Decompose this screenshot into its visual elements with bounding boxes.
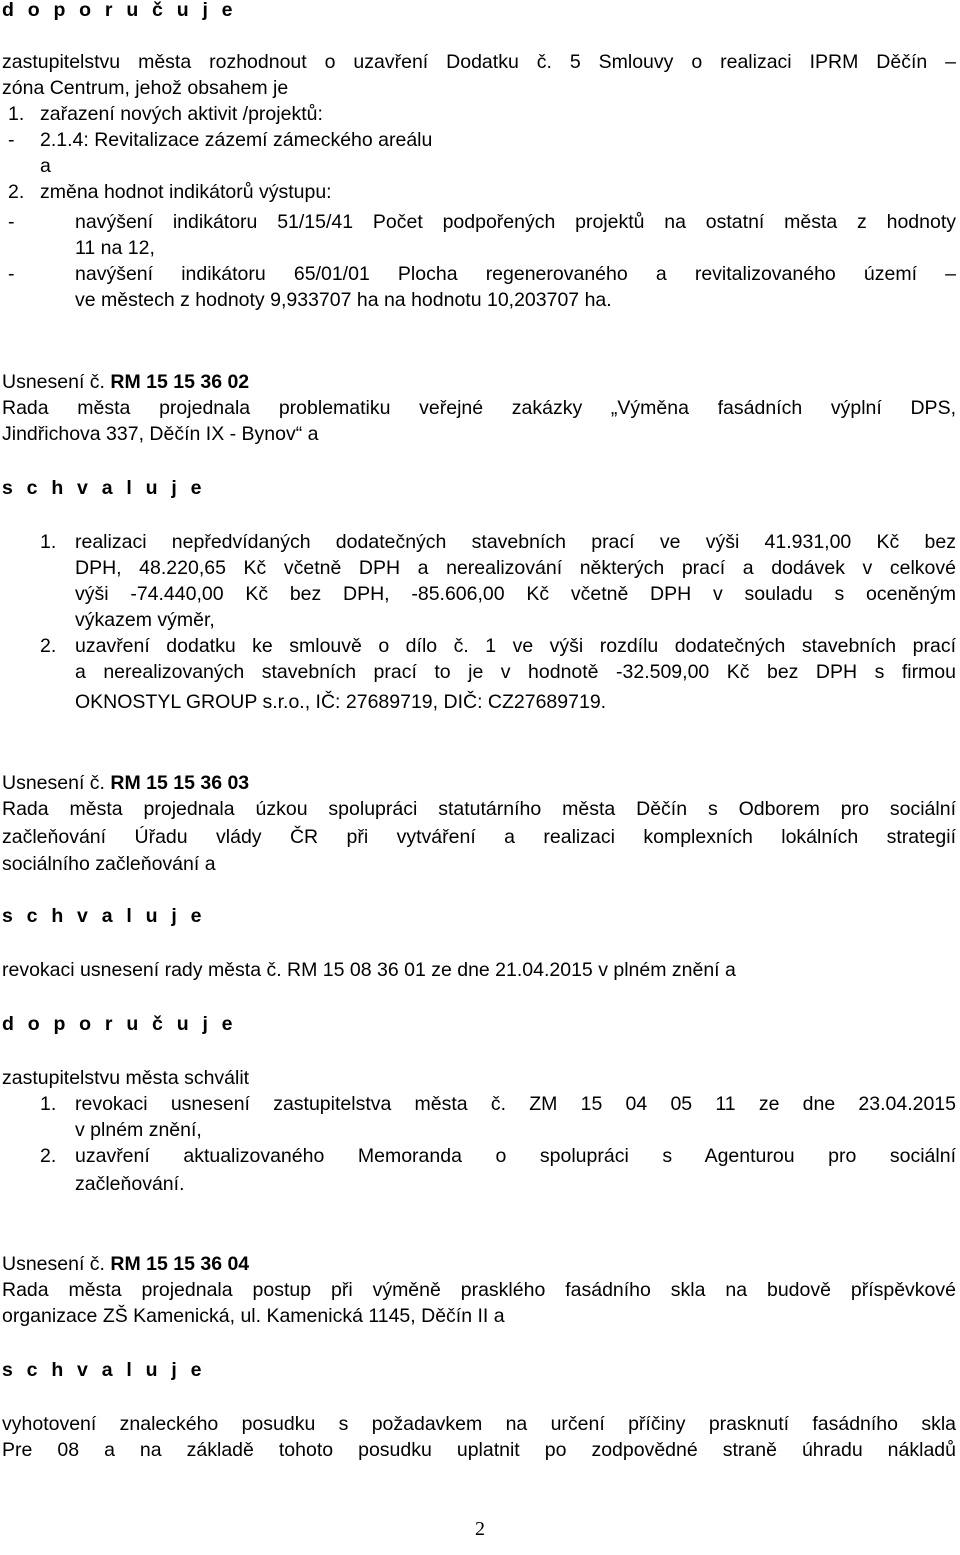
- page-number: 2: [475, 1518, 485, 1540]
- verb-schvaluje: s c h v a l u j e: [2, 1359, 206, 1381]
- list-text: výši -74.440,00 Kč bez DPH, -85.606,00 Kč včetně DPH v souladu s oceněným: [75, 583, 956, 605]
- list-text: realizaci nepředvídaných dodatečných stavebních prací ve výši 41.931,00 Kč bez: [75, 531, 956, 553]
- paragraph-line: revokaci usnesení rady města č. RM 15 08 36 01 ze dne 21.04.2015 v plném znění a: [2, 959, 736, 981]
- paragraph-line: organizace ZŠ Kamenická, ul. Kamenická 1145, Děčín II a: [2, 1305, 505, 1327]
- list-number: 2.: [40, 635, 57, 657]
- list-number: 1.: [40, 1093, 57, 1115]
- paragraph-line: Rada města projednala úzkou spolupráci statutárního města Děčín s Odborem pro sociální: [2, 798, 956, 820]
- paragraph-line: vyhotovení znaleckého posudku s požadavkem na určení příčiny prasknutí fasádního skla: [2, 1413, 956, 1435]
- list-text: změna hodnot indikátorů výstupu:: [40, 181, 332, 203]
- resolution-number: RM 15 15 36 03: [110, 772, 250, 794]
- verb-schvaluje: s c h v a l u j e: [2, 477, 206, 499]
- list-text: OKNOSTYL GROUP s.r.o., IČ: 27689719, DIČ: CZ27689719.: [75, 691, 607, 713]
- dash: -: [8, 211, 15, 233]
- dash: -: [8, 129, 15, 151]
- resolution-heading: [2, 1251, 956, 1277]
- list-text: uzavření dodatku ke smlouvě o dílo č. 1 ve výši rozdílu dodatečných stavebních prací: [75, 635, 956, 657]
- verb-doporucuje: d o p o r u č u j e: [2, 0, 237, 21]
- paragraph-line: Jindřichova 337, Děčín IX - Bynov“ a: [2, 423, 319, 445]
- list-number: 1.: [40, 531, 57, 553]
- paragraph-line: zastupitelstvu města rozhodnout o uzavření Dodatku č. 5 Smlouvy o realizaci IPRM Děčín –: [2, 51, 956, 73]
- resolution-label: Usnesení č.: [2, 371, 105, 393]
- paragraph-line: zóna Centrum, jehož obsahem je: [2, 77, 289, 99]
- resolution-number: RM 15 15 36 04: [110, 1253, 250, 1275]
- list-number: 1.: [8, 103, 25, 125]
- verb-doporucuje: d o p o r u č u j e: [2, 1013, 237, 1035]
- list-text: uzavření aktualizovaného Memoranda o spolupráci s Agenturou pro sociální: [75, 1145, 956, 1167]
- list-text: výkazem výměr,: [75, 609, 215, 631]
- list-text: revokaci usnesení zastupitelstva města č. ZM 15 04 05 11 ze dne 23.04.2015: [75, 1093, 956, 1115]
- resolution-heading: [2, 770, 956, 796]
- list-number: 2.: [40, 1145, 57, 1167]
- list-text: ve městech z hodnoty 9,933707 ha na hodnotu 10,203707 ha.: [75, 289, 612, 311]
- resolution-label: Usnesení č.: [2, 772, 105, 794]
- list-text: DPH, 48.220,65 Kč včetně DPH a nerealizování některých prací a dodávek v celkové: [75, 557, 956, 579]
- paragraph-line: Rada města projednala problematiku veřejné zakázky „Výměna fasádních výplní DPS,: [2, 397, 956, 419]
- list-text: zařazení nových aktivit /projektů:: [40, 103, 323, 125]
- paragraph-line: sociálního začleňování a: [2, 853, 216, 875]
- verb-schvaluje: s c h v a l u j e: [2, 905, 206, 927]
- list-text: začleňování.: [75, 1173, 185, 1195]
- list-text: 2.1.4: Revitalizace zázemí zámeckého areálu: [40, 129, 433, 151]
- paragraph-line: Pre 08 a na základě tohoto posudku uplatnit po zodpovědné straně úhradu nákladů: [2, 1439, 956, 1461]
- resolution-heading: [2, 369, 956, 395]
- list-text: navýšení indikátoru 51/15/41 Počet podpořených projektů na ostatní města z hodnoty: [75, 211, 956, 233]
- paragraph-line: zastupitelstvu města schválit: [2, 1067, 250, 1089]
- list-text: a nerealizovaných stavebních prací to je v hodnotě -32.509,00 Kč bez DPH s firmou: [75, 661, 956, 683]
- paragraph-line: začleňování Úřadu vlády ČR při vytváření a realizaci komplexních lokálních strategií: [2, 826, 956, 848]
- list-text: v plném znění,: [75, 1119, 202, 1141]
- paragraph-line: Rada města projednala postup při výměně prasklého fasádního skla na budově příspěvkové: [2, 1279, 956, 1301]
- list-text: navýšení indikátoru 65/01/01 Plocha regenerovaného a revitalizovaného území –: [75, 263, 956, 285]
- resolution-label: Usnesení č.: [2, 1253, 105, 1275]
- dash: -: [8, 263, 15, 285]
- list-number: 2.: [8, 181, 25, 203]
- resolution-number: RM 15 15 36 02: [110, 371, 250, 393]
- and-text: a: [40, 155, 51, 177]
- list-text: 11 na 12,: [75, 237, 155, 259]
